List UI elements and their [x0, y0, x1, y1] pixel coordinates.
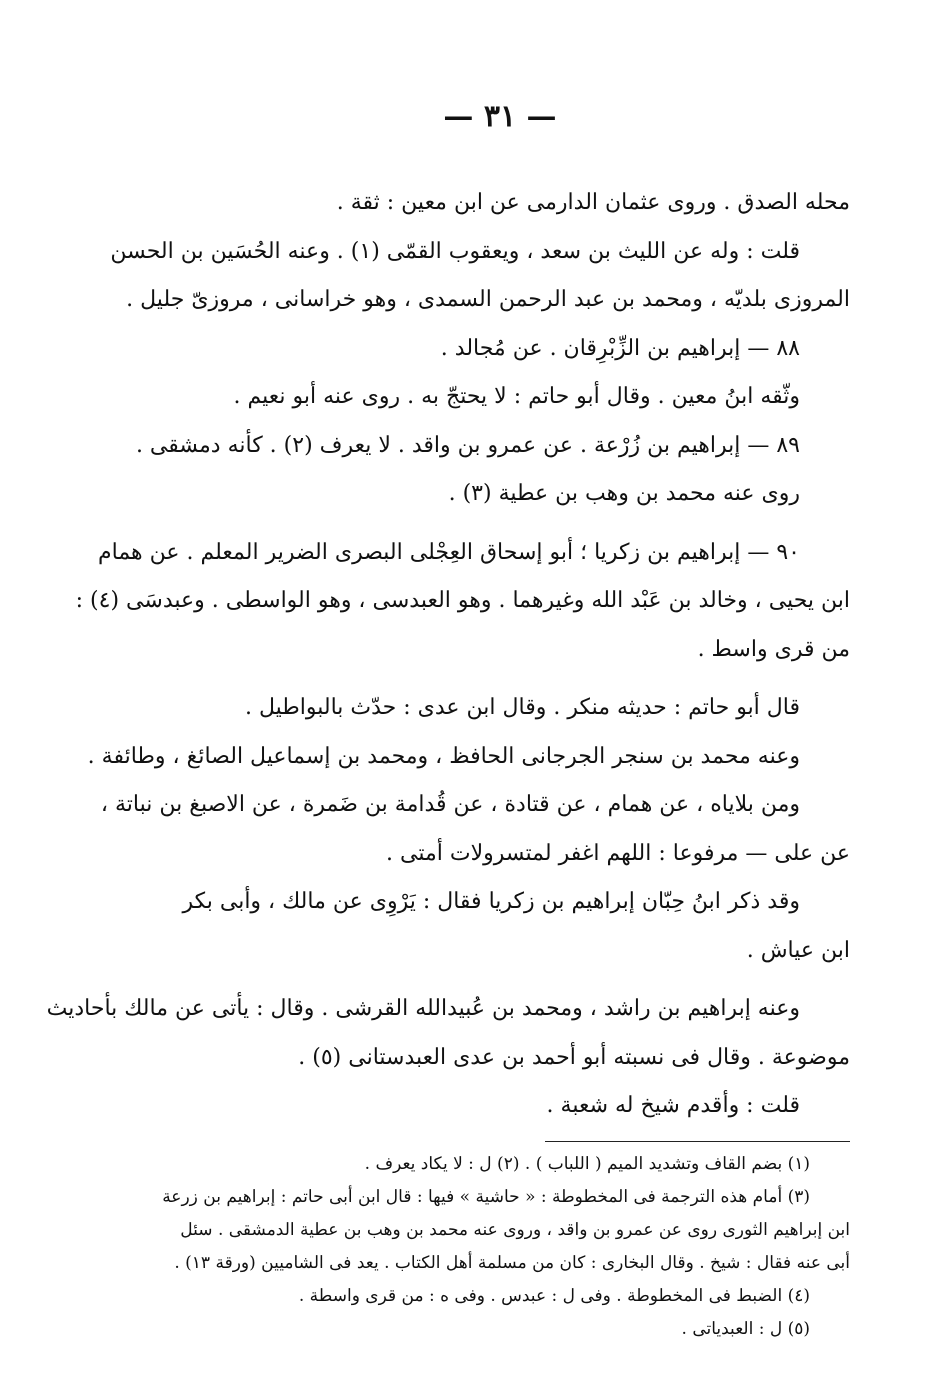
footnote-line: ابن إبراهيم الثورى روى عن عمرو بن واقد ، وروى عنه محمد بن وهب بن عطية الدمشقى . سئل: [180, 1219, 850, 1240]
page-number: — ٣١ —: [443, 99, 557, 134]
body-text: [46, 179, 850, 1131]
body-line: قلت : وأقدم شيخ له شعبة .: [546, 1093, 800, 1118]
body-line: وعنه إبراهيم بن راشد ، ومحمد بن عُبيدالله القرشى . وقال : يأتى عن مالك بأحاديث: [46, 996, 800, 1021]
body-line: ومن بلاياه ، عن همام ، عن قتادة ، عن قُدامة بن ضَمرة ، عن الاصبغ بن نباتة ،: [100, 792, 800, 817]
footnote-line: (٥) ل : العبدياتى .: [681, 1318, 810, 1339]
body-line: المروزى بلديّه ، ومحمد بن عبد الرحمن السمدى ، وهو خراسانى ، مروزىّ جليل .: [126, 287, 850, 312]
body-line: ابن عياش .: [746, 937, 850, 963]
footnote-line: (١) بضم القاف وتشديد الميم ( اللباب ) . (٢) ل : لا يكاد يعرف .: [364, 1153, 810, 1174]
footnote-line: (٣) أمام هذه الترجمة فى المخطوطة : « حاشية » فيها : قال ابن أبى حاتم : إبراهيم بن زرعة: [162, 1186, 810, 1207]
body-line: من قرى واسط .: [697, 636, 850, 662]
body-line: قلت : وله عن الليث بن سعد ، ويعقوب القمّى (١) . وعنه الحُسَين بن الحسن: [110, 238, 800, 264]
body-line: موضوعة . وقال فى نسبته أبو أحمد بن عدى العبدستانى (٥) .: [298, 1044, 850, 1070]
body-line: قال أبو حاتم : حديثه منكر . وقال ابن عدى : حدّث بالبواطيل .: [244, 695, 800, 720]
body-line: ابن يحيى ، وخالد بن عَبْد الله وغيرهما . وهو العبدسى ، وهو الواسطى . وعبدسَى (٤) :: [75, 588, 850, 613]
body-line: وقد ذكر ابنُ حِبّان إبراهيم بن زكريا فقال : يَرْوِى عن مالك ، وأبى بكر: [182, 889, 800, 914]
entry-89-heading: ٨٩ — إبراهيم بن زُرْعة . عن عمرو بن واقد . لا يعرف (٢) . كأنه دمشقى .: [135, 432, 800, 458]
footnote-separator: [545, 1141, 850, 1142]
body-line: وثّقه ابنُ معين . وقال أبو حاتم : لا يحتجّ به . روى عنه أبو نعيم .: [233, 384, 800, 409]
footnote-line: أبى عنه فقال : شيخ . وقال البخارى : كان من مسلمة أهل الكتاب . يعد فى الشاميين (ورقة ١٣) .: [174, 1252, 850, 1273]
body-line: وعنه محمد بن سنجر الجرجانى الحافظ ، ومحمد بن إسماعيل الصائغ ، وطائفة .: [87, 743, 800, 769]
body-line: محله الصدق . وروى عثمان الدارمى عن ابن معين : ثقة .: [336, 190, 850, 215]
body-line: روى عنه محمد بن وهب بن عطية (٣) .: [448, 481, 800, 506]
footnotes: [150, 1148, 850, 1346]
entry-88-heading: ٨٨ — إبراهيم بن الزِّبْرِقان . عن مُجالد .: [440, 335, 800, 361]
entry-90-heading: ٩٠ — إبراهيم بن زكريا ؛ أبو إسحاق العِجْلى البصرى الضرير المعلم . عن همام: [98, 539, 800, 565]
footnote-line: (٤) الضبط فى المخطوطة . وفى ل : عبدس . وفى ه : من قرى واسطة .: [298, 1285, 810, 1306]
book-page: [46, 95, 850, 1346]
body-line: عن على — مرفوعا : اللهم اغفر لمتسرولات أمتى .: [386, 840, 850, 866]
